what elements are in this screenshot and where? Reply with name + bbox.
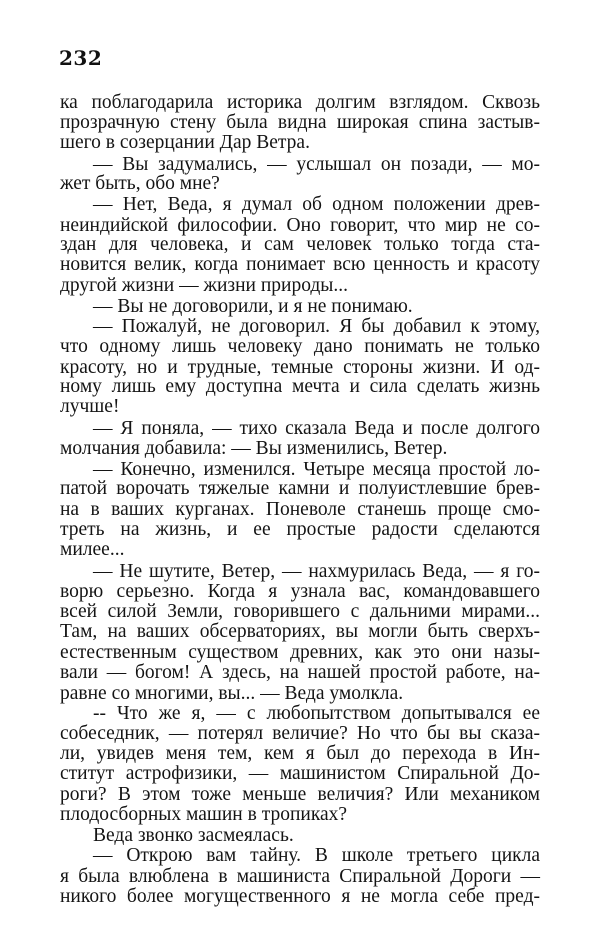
text-line: Там, на ваших обсерваториях, вы могли быть сверхъ- [60, 621, 540, 642]
text-line: всей силой Земли, говорившего с дальними мирами... [60, 601, 540, 622]
text-line: вали — богом! А здесь, на нашей простой работе, на- [60, 662, 540, 683]
text-line: прозрачную стену была видна широкая спина застыв- [60, 112, 540, 133]
text-line: равне со многими, вы... — Веда умолкла. [60, 683, 404, 704]
text-line: здан для человека, и сам человек только тогда ста- [60, 234, 540, 255]
text-line: красоту, но и трудные, темные стороны жизни. И од- [60, 357, 540, 378]
text-line: новится велик, когда понимает всю ценность и красоту [60, 254, 540, 275]
text-line: роги? В этом тоже меньше величия? Или механиком [60, 784, 540, 805]
text-line: я была влюблена в машиниста Спиральной Дороги — [60, 866, 540, 887]
text-line: другой жизни — жизни природы... [60, 275, 349, 296]
text-line: плодосборных машин в тропиках? [60, 804, 348, 825]
text-line: ка поблагодарила историка долгим взглядом. Сквозь [60, 92, 540, 113]
text-line: естественным существом древних, как это они назы- [60, 642, 540, 663]
text-line: молчания добавила: — Вы изменились, Ветер. [60, 438, 448, 459]
text-line: ститут астрофизики, — машинистом Спиральной До- [60, 763, 540, 784]
text-line: что одному лишь человеку дано понимать не только [60, 336, 540, 357]
text-line: ли, увидев меня тем, кем я был до перехода в Ин- [60, 743, 540, 764]
text-line: неиндийской философии. Оно говорит, что мир не со- [60, 215, 540, 236]
text-line: лучше! [60, 396, 120, 417]
text-line: шего в созерцании Дар Ветра. [60, 132, 310, 153]
text-line: — Не шутите, Ветер, — нахмурилась Веда, — я го- [93, 561, 540, 582]
text-line: — Вы не договорили, и я не понимаю. [93, 296, 413, 317]
text-line: милее... [60, 539, 125, 560]
page-number: 232 [59, 46, 103, 70]
text-line: -- Что же я, — с любопытством допытывался ее [93, 703, 540, 724]
text-line: собеседник, — потерял величие? Но что бы вы сказа- [60, 723, 540, 744]
text-line: Веда звонко засмеялась. [93, 825, 294, 846]
text-line: жет быть, обо мне? [60, 173, 220, 194]
text-line: — Я поняла, — тихо сказала Веда и после долгого [93, 418, 540, 439]
text-line: — Конечно, изменился. Четыре месяца простой ло- [93, 459, 540, 480]
text-line: ворю серьезно. Когда я узнала вас, командовавшего [60, 581, 540, 602]
text-line: патой ворочать тяжелые камни и полуистлевшие брев- [60, 478, 540, 499]
text-line: — Вы задумались, — услышал он позади, — мо- [93, 154, 540, 175]
text-line: треть на жизнь, и ее простые радости сделаются [60, 519, 540, 540]
text-line: ному лишь ему доступна мечта и сила сделать жизнь [60, 376, 540, 397]
text-line: никого более могущественного я не могла себе пред- [60, 886, 540, 907]
text-line: — Пожалуй, не договорил. Я бы добавил к этому, [93, 316, 540, 337]
text-line: на в ваших курганах. Поневоле станешь проще смо- [60, 499, 540, 520]
text-line: — Открою вам тайну. В школе третьего цикла [93, 845, 540, 866]
text-line: — Нет, Веда, я думал об одном положении древ- [93, 194, 540, 215]
